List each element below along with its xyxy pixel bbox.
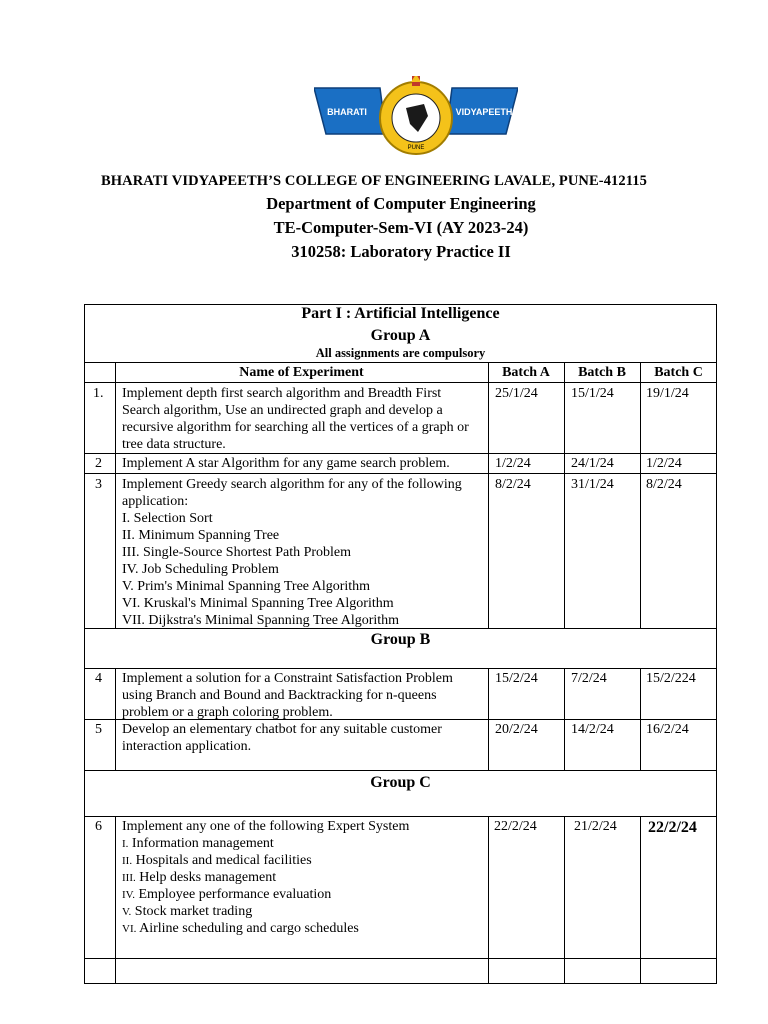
experiment-text: using Branch and Bound and Backtracking for n-queens [122, 688, 437, 703]
column-header-batch-b: Batch B [578, 365, 626, 380]
batch-b-date: 24/1/24 [571, 456, 614, 471]
experiment-text: tree data structure. [122, 437, 226, 452]
experiment-text: interaction application. [122, 739, 252, 754]
experiment-text: II. Minimum Spanning Tree [122, 528, 280, 543]
experiment-text: application: [122, 494, 189, 509]
batch-c-date: 1/2/24 [646, 456, 682, 471]
experiment-text: III. Single-Source Shortest Path Problem [122, 545, 352, 560]
logo-text-bottom: PUNE [407, 145, 425, 151]
batch-b-date: 21/2/24 [574, 819, 617, 834]
batch-a-date: 22/2/24 [494, 819, 537, 834]
batch-a-date: 25/1/24 [495, 386, 538, 401]
experiment-text: Develop an elementary chatbot for any suitable customer [122, 722, 442, 737]
list-item: III. Help desks management [122, 870, 277, 885]
college-logo [314, 76, 518, 160]
experiment-text: IV. Job Scheduling Problem [122, 562, 279, 577]
list-item: II. Hospitals and medical facilities [122, 853, 312, 868]
group-b-heading: Group B [370, 631, 431, 648]
experiment-text: I. Selection Sort [122, 511, 213, 526]
list-item: VI. Airline scheduling and cargo schedules [122, 921, 359, 936]
department-title: Department of Computer Engineering [266, 194, 536, 213]
experiment-text: VI. Kruskal's Minimal Spanning Tree Algorithm [122, 596, 394, 611]
experiment-text: recursive algorithm for searching all the vertices of a graph or [122, 420, 469, 435]
batch-a-date: 8/2/24 [495, 477, 531, 492]
class-info: TE-Computer-Sem-VI (AY 2023-24) [273, 218, 529, 237]
experiment-text: Implement A star Algorithm for any game search problem. [122, 456, 450, 471]
batch-c-date: 22/2/24 [648, 819, 697, 836]
experiment-text: Implement depth first search algorithm and Breadth First [122, 386, 442, 401]
row-number: 1. [93, 386, 104, 401]
column-header-name: Name of Experiment [239, 365, 364, 380]
row-number: 5 [95, 722, 102, 737]
experiment-text: problem or a graph coloring problem. [122, 705, 333, 720]
list-item: I. Information management [122, 836, 274, 851]
experiment-text: VII. Dijkstra's Minimal Spanning Tree Algorithm [122, 613, 400, 628]
batch-c-date: 15/2/224 [646, 671, 696, 686]
batch-b-date: 15/1/24 [571, 386, 614, 401]
batch-b-date: 14/2/24 [571, 722, 614, 737]
course-title: 310258: Laboratory Practice II [291, 242, 511, 261]
experiment-text: Implement a solution for a Constraint Satisfaction Problem [122, 671, 453, 686]
batch-c-date: 19/1/24 [646, 386, 689, 401]
column-header-batch-c: Batch C [654, 365, 703, 380]
row-number: 4 [95, 671, 102, 686]
batch-a-date: 15/2/24 [495, 671, 538, 686]
institute-name: BHARATI VIDYAPEETH’S COLLEGE OF ENGINEERING LAVALE, PUNE-412115 [101, 173, 647, 189]
row-number: 2 [95, 456, 102, 471]
list-item: IV. Employee performance evaluation [122, 887, 332, 902]
experiment-text: Search algorithm, Use an undirected graph and develop a [122, 403, 443, 418]
logo-text-left: BHARATI [327, 107, 367, 117]
batch-b-date: 7/2/24 [571, 671, 607, 686]
row-number: 3 [95, 477, 102, 492]
logo-text-right: VIDYAPEETH [455, 107, 513, 117]
batch-b-date: 31/1/24 [571, 477, 614, 492]
experiment-text: Implement any one of the following Expert System [122, 819, 410, 834]
group-c-heading: Group C [370, 774, 431, 791]
experiment-text: Implement Greedy search algorithm for any of the following [122, 477, 462, 492]
row-number: 6 [95, 819, 102, 834]
batch-c-date: 16/2/24 [646, 722, 689, 737]
part-title: Part I : Artificial Intelligence [301, 305, 500, 322]
column-header-batch-a: Batch A [502, 365, 550, 380]
experiment-text: V. Prim's Minimal Spanning Tree Algorithm [122, 579, 371, 594]
group-a-heading: Group A [370, 327, 431, 344]
list-item: V. Stock market trading [122, 904, 253, 919]
batch-c-date: 8/2/24 [646, 477, 682, 492]
batch-a-date: 20/2/24 [495, 722, 538, 737]
batch-a-date: 1/2/24 [495, 456, 531, 471]
compulsory-note: All assignments are compulsory [315, 346, 486, 360]
